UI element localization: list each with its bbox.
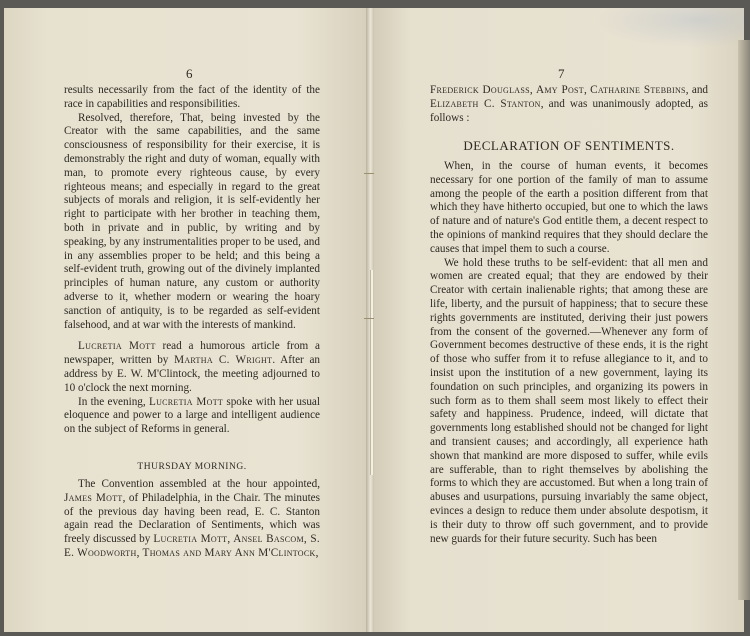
- text-fragment: , S. E. Woodworth, Thomas and Mary Ann M'Clintock,: [64, 533, 320, 559]
- text-fragment: . After an address by E. W. M'Clintock, the meeting adjourned to 10 o'clock the next morning.: [64, 354, 320, 394]
- name-james-mott: James Mott: [64, 491, 123, 504]
- paragraph-intro: [430, 84, 708, 125]
- paragraph-evening: [64, 396, 320, 437]
- paper-stain: [594, 8, 744, 48]
- text-fragment: read a humorous article from a newspaper, written by: [64, 340, 320, 367]
- left-page-text: [64, 84, 320, 437]
- text-fragment: In the evening,: [78, 395, 149, 408]
- text-fragment: The Convention assembled at the hour appointed,: [78, 478, 320, 490]
- text-fragment: , and: [685, 84, 709, 96]
- paragraph-continued: results necessarily from the fact of the identity of the race in capabilities and responsibilities.: [64, 84, 320, 110]
- left-page-number: 6: [186, 66, 193, 81]
- right-page: [374, 8, 744, 632]
- left-page-convention-text: [64, 478, 320, 561]
- name-ansel-bascom: Ansel Bascom: [233, 533, 304, 546]
- thread-strand: [370, 270, 373, 475]
- name-catharine-stebbins: Catharine Stebbins: [590, 84, 686, 96]
- paragraph-we-hold-these-truths: We hold these truths to be self-evident: that all men and women are created equal; that they are endowed by their Creator with certain inalienable rights; that among these are life, liberty, and the pursuit of happiness; that to secure these rights governments are instituted, deriving their just powers from the consent of the governed.—Whenever any form of Government becomes destructive of these ends, it is the right of those who suffer from it to refuse allegiance to it, and to insist upon the institution of a new government, laying its foundation on such principles, and organizing its powers in such form as to them shall seem most likely to effect their safety and happiness. Prudence, indeed, will dictate that governments long established should not be changed for light and transient causes; and accordingly, all experience hath shown that mankind are more disposed to suffer, while evils are sufferable, than to right themselves by abolishing the forms to which they are accustomed. But when a long train of abuses and usurpations, pursuing invariably the same object, evinces a design to reduce them under absolute despotism, it is their duty to throw off such government, and to provide new guards for their future security. Such has been: [430, 256, 708, 545]
- name-elizabeth-c-stanton: Elizabeth C. Stanton: [430, 97, 541, 110]
- paragraph-humorous-article: [64, 340, 320, 395]
- name-lucretia-mott: Lucretia Mott: [148, 395, 224, 408]
- text-fragment: ,: [529, 84, 536, 96]
- text-fragment: spoke with her usual eloquence and power to a large and intelligent audience on the subject of Reforms in general.: [64, 395, 320, 436]
- paragraph-when-in-course: When, in the course of human events, it becomes necessary for one portion of the family of man to assume among the people of the earth a position different from that which they have hitherto occupied, but one to which the laws of nature and of nature's God entitle them, a decent respect to the opinions of mankind requires that they should declare the causes that impel them to such a course.: [430, 160, 708, 255]
- right-page-text: [430, 160, 708, 546]
- text-fragment: ,: [583, 84, 591, 96]
- text-fragment: , and was unanimously adopted, as follows :: [430, 97, 708, 124]
- name-frederick-douglass: Frederick Douglass: [430, 84, 530, 96]
- section-heading-thursday-morning: THURSDAY MORNING.: [137, 462, 247, 472]
- paragraph-convention: [64, 478, 320, 561]
- right-page-intro: [430, 84, 708, 125]
- text-fragment: ,: [227, 533, 234, 546]
- name-lucretia-mott: Lucretia Mott: [78, 340, 156, 353]
- name-lucretia-mott: Lucretia Mott: [153, 533, 228, 546]
- right-page-number: 7: [558, 66, 565, 81]
- left-page: [4, 8, 370, 632]
- paragraph-resolution: Resolved, therefore, That, being invested by the Creator with the same capabilities, and the same consciousness of responsibility for their exercise, it is demonstrably the right and duty of woman, equally with man, to promote every righteous cause, by every righteous means; and especially in regard to the great subjects of morals and religion, it is self-evidently her right to participate with her brother in teaching them, both in private and in public, by writing and by speaking, by any instrumentalities proper to be used, and in any assemblies proper to be held; and this being a self-evident truth, growing out of the divinely implanted principles of human nature, any custom or authority adverse to it, whether modern or wearing the hoary sanction of antiquity, is to be regarded as self-evident falsehood, and at war with the interests of mankind.: [64, 111, 320, 331]
- declaration-heading: DECLARATION OF SENTIMENTS.: [463, 138, 675, 153]
- text-fragment: , of Philadelphia, in the Chair. The minutes of the previous day having been read, E. C. Stanton again read the Declaration of Sentiments, which was freely discussed by: [64, 491, 320, 546]
- name-martha-c-wright: Martha C. Wright: [174, 354, 273, 367]
- name-amy-post: Amy Post: [535, 84, 584, 96]
- page-edge: [738, 40, 750, 600]
